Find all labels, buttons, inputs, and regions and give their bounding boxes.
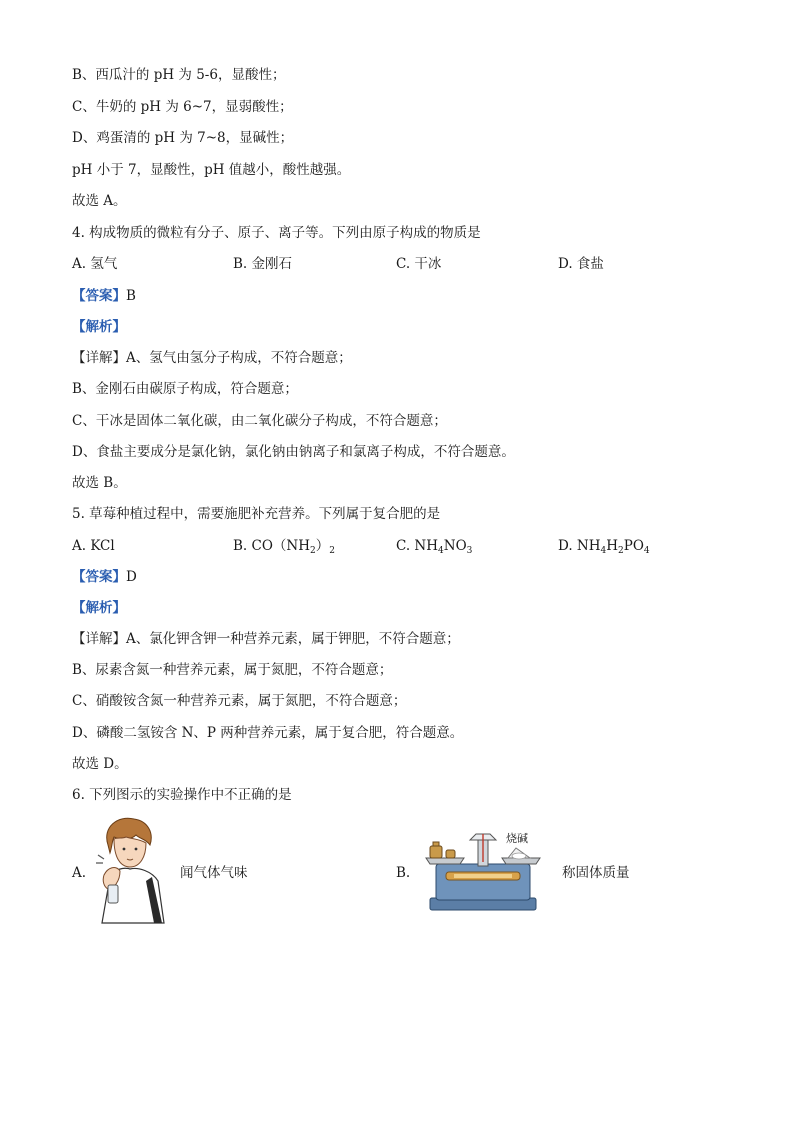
q5-choose: 故选 D。: [72, 756, 128, 772]
q6-option-b-letter: B.: [396, 865, 411, 881]
q4-answer-line: [72, 287, 136, 305]
q5-detail-c: C、硝酸铵含氮一种营养元素，属于氮肥，不符合题意；: [72, 693, 407, 709]
subscript: 4: [643, 546, 650, 556]
q4-option-a: A. 氢气: [72, 256, 118, 272]
subscript: 2: [310, 546, 316, 556]
q4-detail-a: A、氢气由氢分子构成，不符合题意；: [126, 350, 352, 366]
detail-tag: 【详解】: [72, 631, 126, 647]
q4-answer: B: [126, 288, 136, 304]
subscript: 4: [600, 546, 607, 556]
q4-choose: 故选 B。: [72, 475, 127, 491]
q5-detail-d: D、磷酸二氢铵含 N、P 两种营养元素，属于复合肥，符合题意。: [72, 725, 464, 741]
q5-detail-a: A、氯化钾含钾一种营养元素，属于钾肥，不符合题意；: [126, 631, 460, 647]
q5-option-b: [233, 537, 335, 555]
subscript: 3: [466, 546, 473, 556]
q4-option-b: B. 金刚石: [233, 256, 293, 272]
q3-summary: pH 小于 7，显酸性，pH 值越小，酸性越强。: [72, 162, 351, 178]
q5-option-b-text: B. CO（NH: [233, 538, 310, 554]
subscript: 4: [438, 546, 444, 556]
balance-sample-label: 烧碱: [506, 832, 528, 845]
q4-detail-c: C、干冰是固体二氧化碳，由二氧化碳分子构成，不符合题意；: [72, 413, 447, 429]
q5-option-c-text: C. NH: [396, 538, 439, 554]
q4-option-d: D. 食盐: [558, 256, 604, 272]
subscript: 2: [618, 546, 624, 556]
q5-option-d-text: D. NH: [558, 538, 601, 554]
q4-analysis-line: [72, 318, 126, 336]
analysis-tag: 【解析】: [72, 319, 126, 335]
q4-option-c: C. 干冰: [396, 256, 442, 272]
q5-stem: 5. 草莓种植过程中，需要施肥补充营养。下列属于复合肥的是: [72, 506, 441, 522]
q3-choose: 故选 A。: [72, 193, 127, 209]
q5-option-a: A. KCl: [72, 538, 115, 554]
q5-detail-b: B、尿素含氮一种营养元素，属于氮肥，不符合题意；: [72, 662, 393, 678]
q6-option-a-letter: A.: [72, 865, 87, 881]
q6-option-b-caption: 称固体质量: [562, 865, 630, 881]
q4-stem: 4. 构成物质的微粒有分子、原子、离子等。下列由原子构成的物质是: [72, 225, 481, 241]
q5-analysis-line: [72, 599, 126, 617]
analysis-tag: 【解析】: [72, 600, 126, 616]
q5-option-c: [396, 537, 472, 555]
q6-stem: 6. 下列图示的实验操作中不正确的是: [72, 787, 292, 803]
answer-tag: 【答案】: [72, 569, 126, 585]
detail-tag: 【详解】: [72, 350, 126, 366]
q4-detail-b: B、金刚石由碳原子构成，符合题意；: [72, 381, 298, 397]
q5-detail-a-line: [72, 630, 460, 648]
q3-analysis-d: D、鸡蛋清的 pH 为 7~8，显碱性；: [72, 130, 294, 146]
q5-option-d: [558, 537, 650, 555]
smelling-gas-illustration: [96, 815, 168, 925]
balance-illustration: [420, 826, 542, 912]
q5-option-d-po: PO: [623, 538, 644, 554]
q5-option-c-text2: NO: [443, 538, 467, 554]
q5-option-b-paren: ）: [315, 538, 330, 554]
q3-analysis-b: B、西瓜汁的 pH 为 5-6，显酸性；: [72, 67, 286, 83]
q5-answer-line: [72, 568, 137, 586]
q4-detail-d: D、食盐主要成分是氯化钠，氯化钠由钠离子和氯离子构成，不符合题意。: [72, 444, 515, 460]
q5-answer: D: [126, 569, 137, 585]
q4-detail-a-line: [72, 349, 352, 367]
q6-option-a-caption: 闻气体气味: [180, 865, 248, 881]
q3-analysis-c: C、牛奶的 pH 为 6~7，显弱酸性；: [72, 99, 293, 115]
q5-option-d-h: H: [606, 538, 619, 554]
subscript: 2: [329, 546, 335, 556]
answer-tag: 【答案】: [72, 288, 126, 304]
